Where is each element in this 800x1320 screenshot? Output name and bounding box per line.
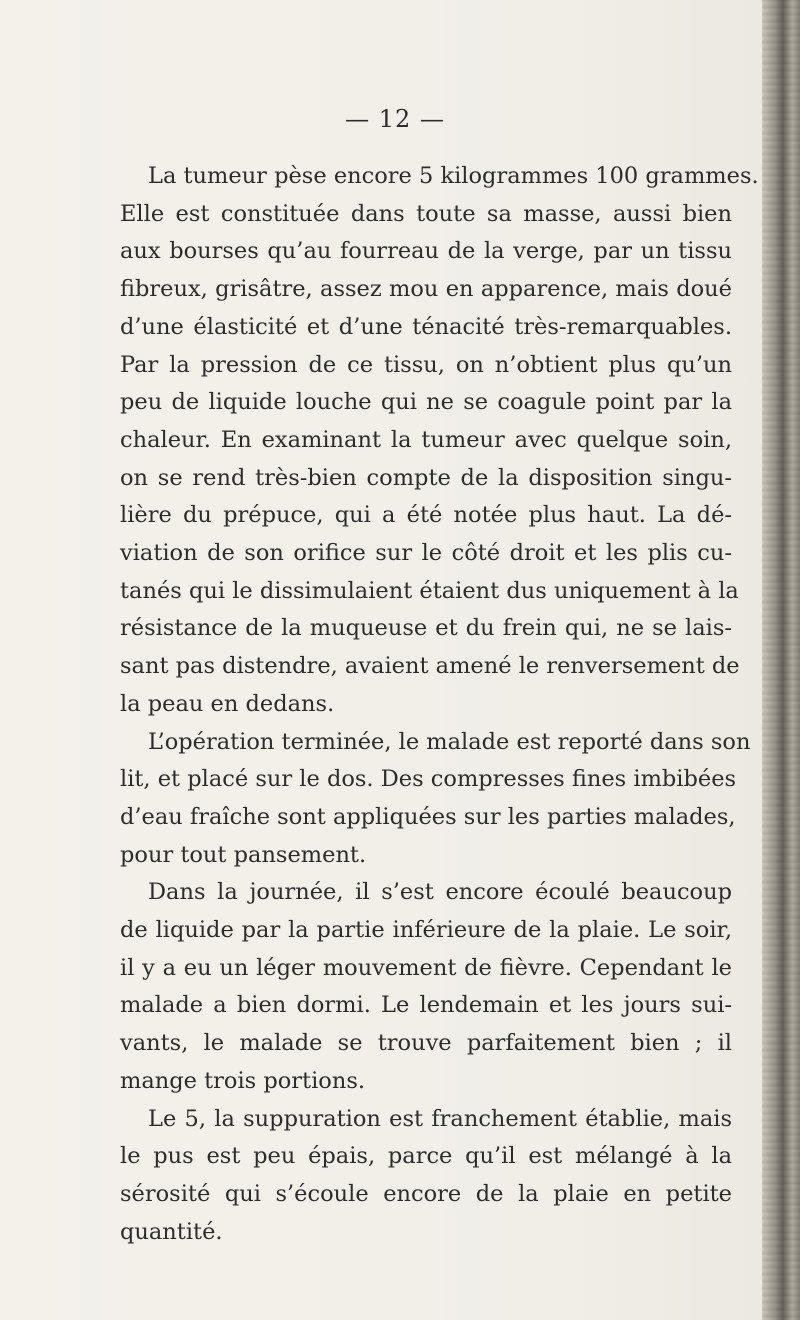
- page-number: — 12 —: [345, 105, 445, 133]
- text-line: sérosité qui s’écoule encore de la plaie en petite: [120, 1180, 732, 1207]
- text-line: lière du prépuce, qui a été notée plus haut. La dé-: [120, 502, 732, 529]
- text-line: viation de son orifice sur le côté droit et les plis cu-: [120, 540, 732, 567]
- text-line: chaleur. En examinant la tumeur avec quelque soin,: [120, 426, 732, 453]
- text-line: aux bourses qu’au fourreau de la verge, par un tissu: [120, 238, 732, 265]
- text-line: Par la pression de ce tissu, on n’obtient plus qu’un: [120, 351, 732, 378]
- paragraph-operation: [120, 724, 751, 875]
- text-line: Elle est constituée dans toute sa masse, aussi bien: [120, 200, 732, 227]
- text-line: mange trois portions.: [120, 1067, 366, 1094]
- text-line: Le 5, la suppuration est franchement établie, mais: [148, 1105, 732, 1132]
- book-binding-edge: [762, 0, 800, 1320]
- body-text: [120, 158, 759, 1251]
- text-line: d’eau fraîche sont appliquées sur les parties malades,: [120, 803, 736, 830]
- text-line: tanés qui le dissimulaient étaient dus uniquement à la: [120, 577, 739, 604]
- text-line: il y a eu un léger mouvement de fièvre. Cependant le: [120, 954, 732, 981]
- text-line: Dans la journée, il s’est encore écoulé beaucoup: [148, 879, 732, 906]
- text-line: L’opération terminée, le malade est reporté dans son: [148, 728, 751, 755]
- text-line: fibreux, grisâtre, assez mou en apparence, mais doué: [120, 276, 732, 303]
- text-line: la peau en dedans.: [120, 690, 335, 717]
- text-line: peu de liquide louche qui ne se coagule point par la: [120, 389, 732, 416]
- text-line: lit, et placé sur le dos. Des compresses fines imbibées: [120, 766, 737, 793]
- paragraph-suppuration: [120, 1101, 732, 1252]
- paragraph-journee: [120, 874, 732, 1100]
- text-line: La tumeur pèse encore 5 kilogrammes 100 grammes.: [148, 163, 759, 189]
- paragraph-tumeur: [120, 158, 759, 724]
- text-line: pour tout pansement.: [120, 841, 367, 868]
- text-line: sant pas distendre, avaient amené le renversement de: [120, 653, 740, 680]
- text-line: on se rend très-bien compte de la disposition singu-: [120, 464, 732, 491]
- text-line: le pus est peu épais, parce qu’il est mélangé à la: [120, 1143, 732, 1170]
- text-line: de liquide par la partie inférieure de la plaie. Le soir,: [120, 917, 732, 944]
- text-line: quantité.: [120, 1218, 223, 1245]
- text-line: d’une élasticité et d’une ténacité très-remarquables.: [120, 313, 732, 340]
- text-line: résistance de la muqueuse et du frein qui, ne se lais-: [120, 615, 732, 642]
- text-line: vants, le malade se trouve parfaitement bien ; il: [120, 1030, 732, 1057]
- text-line: malade a bien dormi. Le lendemain et les jours sui-: [120, 992, 732, 1019]
